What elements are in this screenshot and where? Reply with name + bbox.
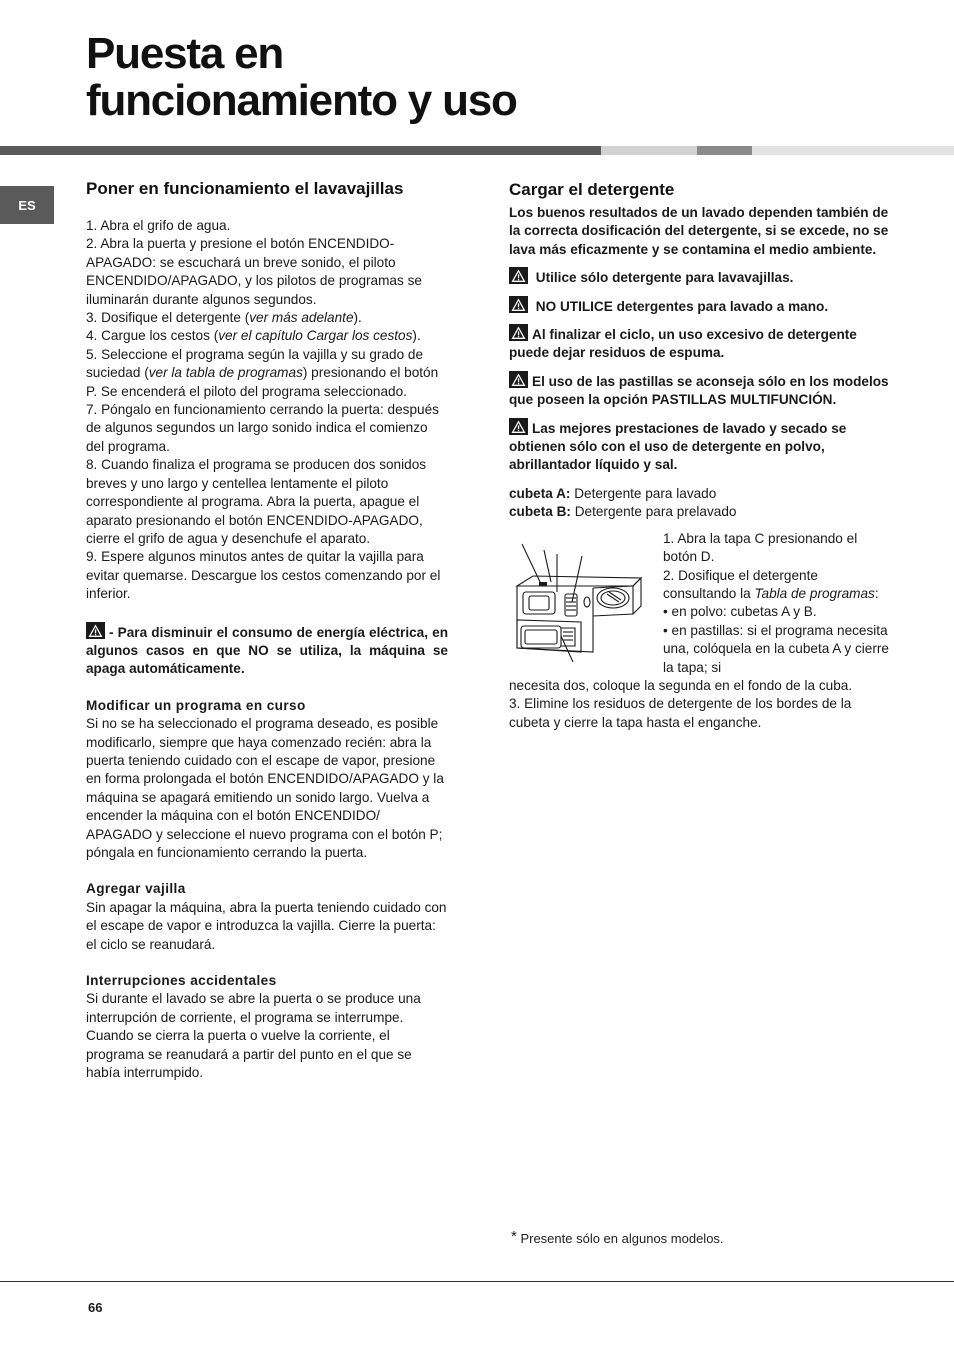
instruction-3: 3. Elimine los residuos de detergente de los bordes de la cubeta y cierre la tapa hasta el enganche.: [509, 696, 852, 730]
instruction-1: 1. Abra la tapa C presionando el botón D.: [663, 530, 858, 565]
detergent-intro: Los buenos resultados de un lavado dependen también de la correcta dosificación del detergente, si se excede, no se lava más eficazmente y se contamina el medio ambiente.: [509, 205, 889, 257]
detergent-heading: Cargar el detergente: [509, 180, 675, 199]
detergent-dispenser-illustration: [509, 536, 649, 662]
step-3: 3. Dosifique el detergente (ver más adelante).: [86, 310, 362, 326]
energy-warning: - Para disminuir el consumo de energía eléctrica, en algunos casos en que NO se utiliza, la máquina se apaga automáticamente.: [86, 622, 448, 679]
warning-item: NO UTILICE detergentes para lavado a mano.: [509, 296, 889, 316]
warning-icon: [509, 296, 528, 313]
footer-divider: [0, 1281, 954, 1282]
left-column: [86, 179, 448, 1082]
warning-icon: [509, 267, 528, 284]
warning-item: Al finalizar el ciclo, un uso excesivo de detergente puede dejar residuos de espuma.: [509, 324, 889, 363]
step-8: 8. Cuando finaliza el programa se producen dos sonidos breves y uno largo y centellea lentamente el piloto correspondiente al programa. Abra la puerta, apague el aparato presionando el botón ENCENDIDO-APAGADO, cierre el grifo de agua y desenchufe el aparato.: [86, 457, 427, 546]
step-1: 1. Abra el grifo de agua.: [86, 218, 231, 233]
instruction-2-powder: • en polvo: cubetas A y B.: [663, 604, 817, 620]
step-5: 5. Seleccione el programa según la vajilla y su grado de suciedad (ver la tabla de programas) presionando el botón P. Se encenderá el piloto del programa seleccionado.: [86, 346, 439, 399]
page-title: Puesta en funcionamiento y uso: [86, 29, 517, 125]
instruction-2-continued: necesita dos, coloque la segunda en el fondo de la cuba.: [509, 677, 853, 693]
modify-heading: Modificar un programa en curso: [86, 697, 306, 713]
warning-icon: [509, 324, 528, 341]
page-number: 66: [88, 1300, 103, 1315]
cubeta-b-line: cubeta B: Detergente para prelavado: [509, 504, 737, 520]
add-dishes-heading: Agregar vajilla: [86, 881, 186, 897]
warning-item: El uso de las pastillas se aconseja sólo en los modelos que poseen la opción PASTILLAS MULTIFUNCIÓN.: [509, 371, 889, 410]
add-dishes-text: Sin apagar la máquina, abra la puerta teniendo cuidado con el escape de vapor e introduzca la vajilla. Cierre la puerta: el ciclo se reanudará.: [86, 899, 447, 952]
interruptions-heading: Interrupciones accidentales: [86, 973, 277, 989]
dispenser-instructions: [663, 530, 889, 677]
right-column: [509, 180, 889, 732]
step-2: 2. Abra la puerta y presione el botón ENCENDIDO-APAGADO: se escuchará un breve sonido, el piloto ENCENDIDO/APAGADO, y los pilotos de programas se iluminarán durante algunos segundos.: [86, 236, 422, 307]
footnote: * Presente sólo en algunos modelos.: [511, 1228, 724, 1246]
dispenser-section: [509, 530, 889, 677]
step-4: 4. Cargue los cestos (ver el capítulo Cargar los cestos).: [86, 328, 421, 344]
modify-text: Si no se ha seleccionado el programa deseado, es posible modificarlo, siempre que haya comenzado recién: abra la puerta teniendo cuidado con el escape de vapor, presione en forma prolongada el botón ENCENDIDO/APAGADO y la máquina se apagará emitiendo un sonido largo. Vuelva a encender la máquina con el botón ENCENDIDO/ APAGADO y seleccione el nuevo programa con el botón P; póngala en funcionamiento cerrando la puerta.: [86, 716, 444, 860]
warning-icon: [509, 418, 528, 435]
language-tab: ES: [0, 186, 54, 224]
header-bar-mid: [697, 146, 752, 155]
instruction-2-tablets: • en pastillas: si el programa necesita una, colóquela en la cubeta A y cierre la tapa; si: [663, 622, 889, 675]
start-heading: Poner en funcionamiento el lavavajillas: [86, 179, 404, 198]
warning-icon: [86, 622, 105, 639]
warning-item: Utilice sólo detergente para lavavajillas.: [509, 267, 889, 287]
warning-icon: [509, 371, 528, 388]
header-bar-pale: [752, 146, 954, 155]
step-7: 7. Póngalo en funcionamiento cerrando la puerta: después de algunos segundos un largo sonido indica el comienzo del programa.: [86, 402, 439, 454]
step-9: 9. Espere algunos minutos antes de quitar la vajilla para evitar quemarse. Descargue los cestos comenzando por el inferior.: [86, 549, 441, 602]
header-bar-dark: [0, 146, 601, 155]
warning-item: Las mejores prestaciones de lavado y secado se obtienen sólo con el uso de detergente en polvo, abrillantador líquido y sal.: [509, 418, 889, 475]
instruction-2: 2. Dosifique el detergente consultando la Tabla de programas:: [663, 567, 879, 601]
header-bar-light: [601, 146, 697, 155]
cubeta-a-line: cubeta A: Detergente para lavado: [509, 485, 717, 501]
interruptions-text: Si durante el lavado se abre la puerta o se produce una interrupción de corriente, el programa se interrumpe. Cuando se cierra la puerta o vuelve la corriente, el programa se reanudará a partir del punto en el que se había interrumpido.: [86, 991, 421, 1081]
